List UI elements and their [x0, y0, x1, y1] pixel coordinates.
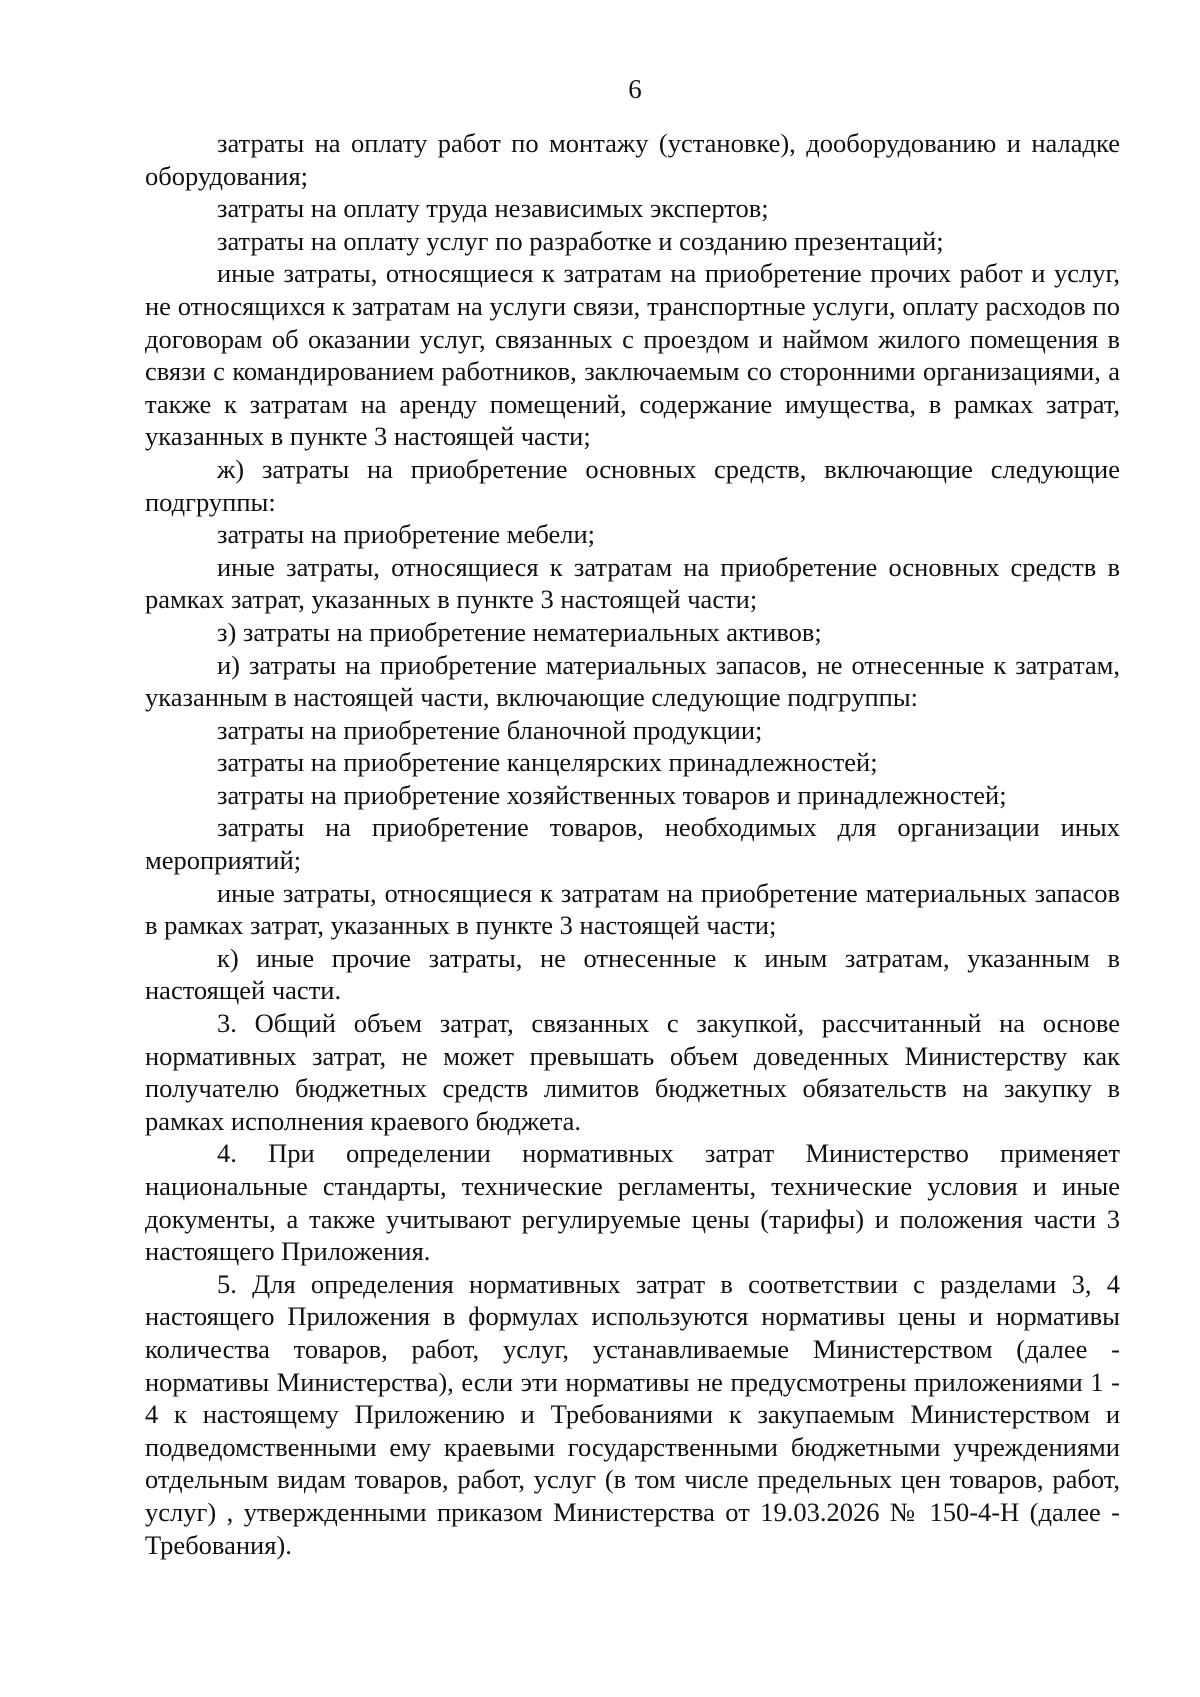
paragraph-forms-costs: затраты на приобретение бланочной продукции; [217, 714, 763, 745]
paragraph-event-goods-costs: затраты на приобретение товаров, необходимых для организации иных мероприятий; [145, 812, 1120, 876]
document-body [145, 127, 1120, 1561]
paragraph-other-materials-costs: иные затраты, относящиеся к затратам на приобретение материальных запасов в рамках затрат, указанных в пункте 3 настоящей части; [145, 877, 1120, 941]
paragraph-item-k: к) иные прочие затраты, не отнесенные к иным затратам, указанным в настоящей части. [145, 942, 1120, 1006]
paragraph-section-3: 3. Общий объем затрат, связанных с закупкой, рассчитанный на основе нормативных затрат, не может превышать объем доведенных Министерству как получателю бюджетных средств лимитов бюджетных обязательств на закупку в рамках исполнения краевого бюджета. [145, 1008, 1120, 1136]
paragraph-installation-costs: затраты на оплату работ по монтажу (установке), дооборудованию и наладке оборудования; [145, 128, 1120, 191]
paragraph-other-fixed-assets-costs: иные затраты, относящиеся к затратам на приобретение основных средств в рамках затрат, указанных в пункте 3 настоящей части; [145, 551, 1120, 615]
paragraph-other-works-costs: иные затраты, относящиеся к затратам на приобретение прочих работ и услуг, не относящихся к затратам на услуги связи, транспортные услуги, оплату расходов по договорам об оказании услуг, связанных с проездом и наймом жилого помещения в связи с командированием работников, заключаемым со сторонними организациями, а также к затратам на аренду помещений, содержание имущества, в рамках затрат, указанных в пункте 3 настоящей части; [145, 258, 1120, 452]
paragraph-section-5: 5. Для определения нормативных затрат в соответствии с разделами 3, 4 настоящего Приложения в формулах используются нормативы цены и нормативы количества товаров, работ, услуг, устанавливаемые Министерством (далее - нормативы Министерства), если эти нормативы не предусмотрены приложениями 1 - 4 к настоящему Приложению и Требованиями к закупаемым Министерством и подведомственными ему краевыми государственными бюджетными учреждениями отдельным видам товаров, работ, услуг (в том числе предельных цен товаров, работ, услуг) , утвержденными приказом Министерства от 19.03.2026 № 150-4-Н (далее - Требования). [145, 1268, 1120, 1560]
paragraph-furniture-costs: затраты на приобретение мебели; [217, 519, 596, 550]
paragraph-presentation-costs: затраты на оплату услуг по разработке и созданию презентаций; [217, 225, 944, 256]
paragraph-item-i: и) затраты на приобретение материальных запасов, не отнесенные к затратам, указанным в настоящей части, включающие следующие подгруппы: [145, 649, 1120, 713]
page-number: 6 [628, 74, 642, 104]
paragraph-household-goods-costs: затраты на приобретение хозяйственных товаров и принадлежностей; [217, 779, 1007, 810]
paragraph-item-zh: ж) затраты на приобретение основных средств, включающие следующие подгруппы: [145, 453, 1120, 517]
paragraph-expert-labor-costs: затраты на оплату труда независимых экспертов; [217, 193, 769, 224]
paragraph-stationery-costs: затраты на приобретение канцелярских принадлежностей; [217, 747, 878, 778]
paragraph-item-z: з) затраты на приобретение нематериальных активов; [217, 616, 822, 647]
paragraph-section-4: 4. При определении нормативных затрат Министерство применяет национальные стандарты, технические регламенты, технические условия и иные документы, а также учитывают регулируемые цены (тарифы) и положения части 3 настоящего Приложения. [145, 1138, 1120, 1267]
